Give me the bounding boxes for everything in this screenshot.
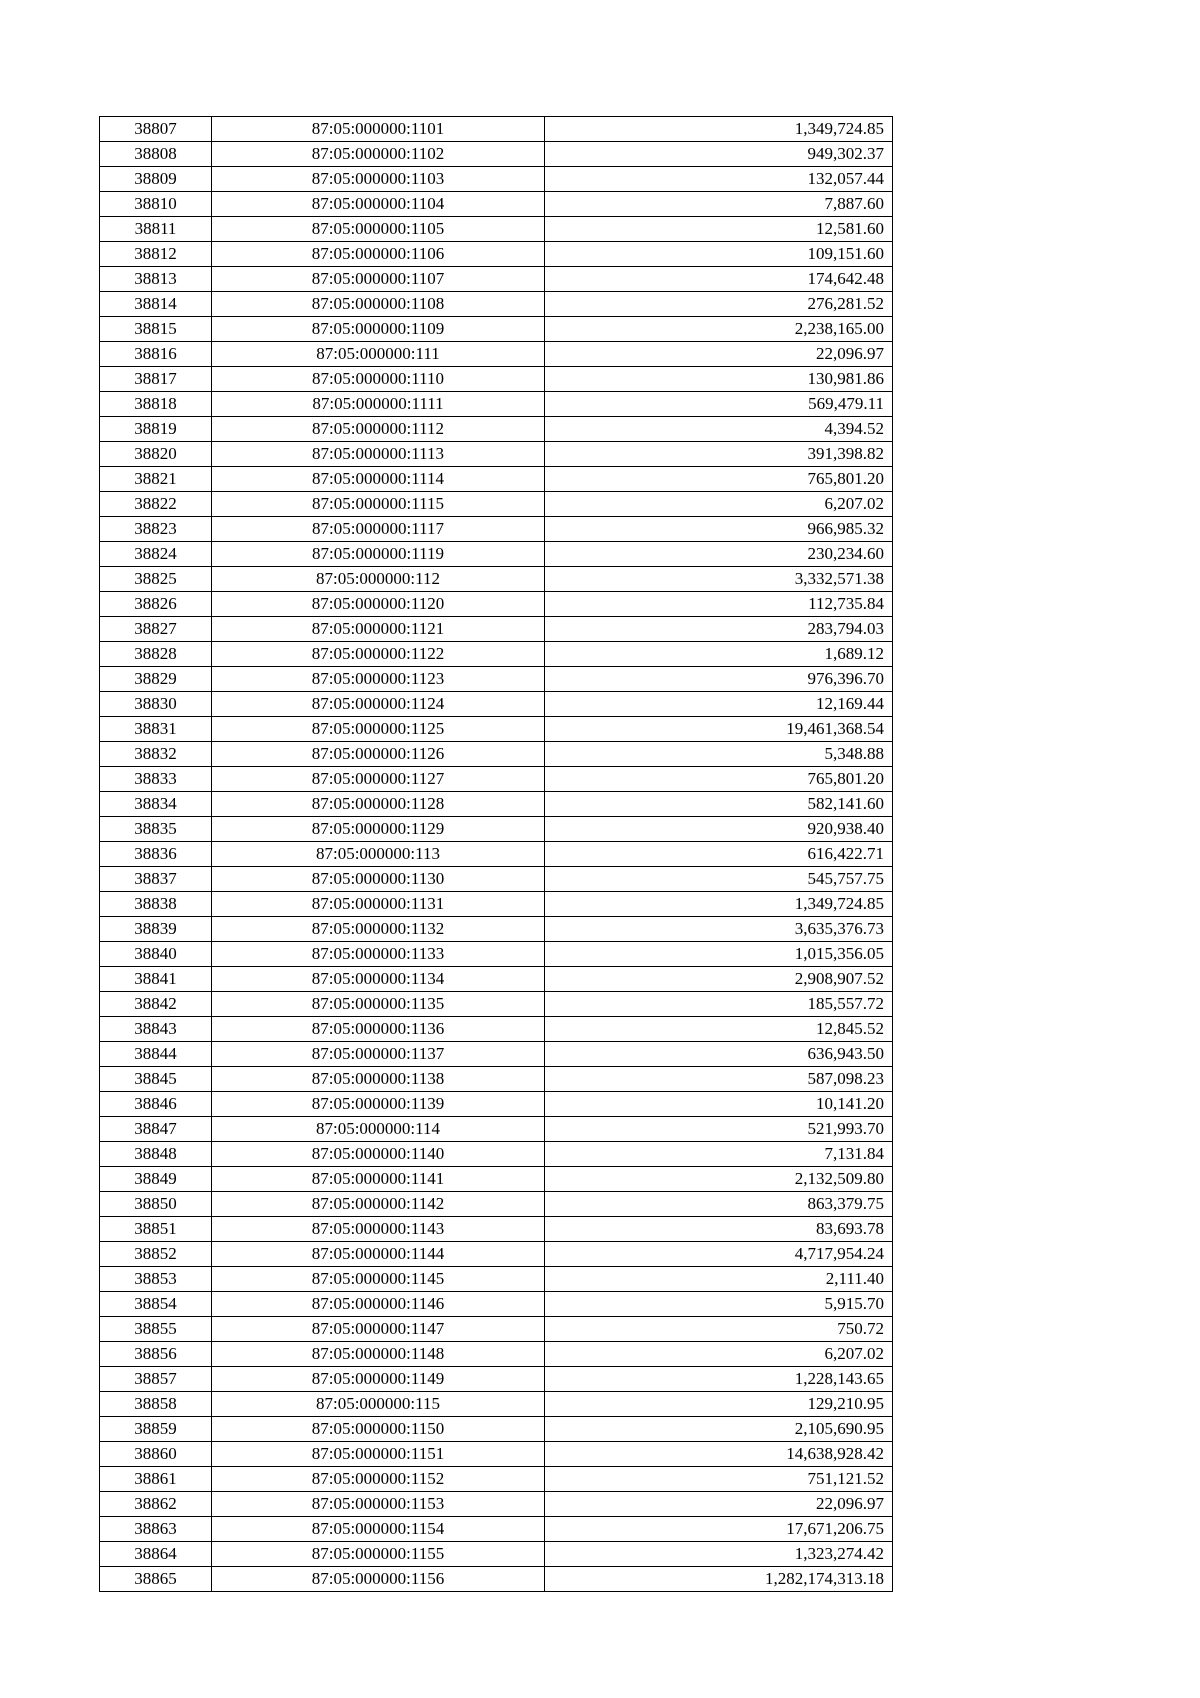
row-number-cell: 38828 <box>100 642 212 667</box>
cadastral-number-cell: 87:05:000000:1140 <box>212 1142 545 1167</box>
table-row <box>100 467 893 492</box>
cadastral-value-cell: 1,015,356.05 <box>545 942 893 967</box>
cadastral-value-cell: 283,794.03 <box>545 617 893 642</box>
cadastral-number-cell: 87:05:000000:1128 <box>212 792 545 817</box>
cadastral-value-cell: 4,394.52 <box>545 417 893 442</box>
table-row <box>100 692 893 717</box>
table-row <box>100 1267 893 1292</box>
table-row <box>100 917 893 942</box>
row-number-cell: 38810 <box>100 192 212 217</box>
row-number-cell: 38820 <box>100 442 212 467</box>
cadastral-number-cell: 87:05:000000:1146 <box>212 1292 545 1317</box>
row-number-cell: 38853 <box>100 1267 212 1292</box>
table-row <box>100 817 893 842</box>
row-number-cell: 38835 <box>100 817 212 842</box>
table-row <box>100 267 893 292</box>
table-row <box>100 1167 893 1192</box>
row-number-cell: 38839 <box>100 917 212 942</box>
table-row <box>100 1517 893 1542</box>
row-number-cell: 38849 <box>100 1167 212 1192</box>
cadastral-number-cell: 87:05:000000:1138 <box>212 1067 545 1092</box>
cadastral-value-cell: 109,151.60 <box>545 242 893 267</box>
cadastral-value-cell: 230,234.60 <box>545 542 893 567</box>
table-row <box>100 1017 893 1042</box>
table-row <box>100 942 893 967</box>
table-row <box>100 417 893 442</box>
cadastral-number-cell: 87:05:000000:1126 <box>212 742 545 767</box>
cadastral-number-cell: 87:05:000000:1141 <box>212 1167 545 1192</box>
cadastral-value-cell: 14,638,928.42 <box>545 1442 893 1467</box>
cadastral-value-cell: 19,461,368.54 <box>545 717 893 742</box>
row-number-cell: 38833 <box>100 767 212 792</box>
cadastral-number-cell: 87:05:000000:1114 <box>212 467 545 492</box>
cadastral-value-cell: 1,282,174,313.18 <box>545 1567 893 1592</box>
table-row <box>100 1367 893 1392</box>
cadastral-value-cell: 3,635,376.73 <box>545 917 893 942</box>
cadastral-number-cell: 87:05:000000:1109 <box>212 317 545 342</box>
table-row <box>100 1142 893 1167</box>
cadastral-value-cell: 751,121.52 <box>545 1467 893 1492</box>
row-number-cell: 38845 <box>100 1067 212 1092</box>
row-number-cell: 38858 <box>100 1392 212 1417</box>
cadastral-number-cell: 87:05:000000:1156 <box>212 1567 545 1592</box>
cadastral-number-cell: 87:05:000000:1103 <box>212 167 545 192</box>
row-number-cell: 38840 <box>100 942 212 967</box>
row-number-cell: 38819 <box>100 417 212 442</box>
table-row <box>100 867 893 892</box>
row-number-cell: 38837 <box>100 867 212 892</box>
row-number-cell: 38830 <box>100 692 212 717</box>
cadastral-number-cell: 87:05:000000:1122 <box>212 642 545 667</box>
table-row <box>100 1292 893 1317</box>
row-number-cell: 38834 <box>100 792 212 817</box>
cadastral-number-cell: 87:05:000000:1121 <box>212 617 545 642</box>
row-number-cell: 38848 <box>100 1142 212 1167</box>
cadastral-number-cell: 87:05:000000:1111 <box>212 392 545 417</box>
table-row <box>100 567 893 592</box>
cadastral-number-cell: 87:05:000000:1101 <box>212 117 545 142</box>
cadastral-value-cell: 569,479.11 <box>545 392 893 417</box>
cadastral-number-cell: 87:05:000000:1108 <box>212 292 545 317</box>
cadastral-number-cell: 87:05:000000:1106 <box>212 242 545 267</box>
cadastral-value-cell: 22,096.97 <box>545 1492 893 1517</box>
cadastral-value-cell: 2,908,907.52 <box>545 967 893 992</box>
cadastral-value-cell: 1,323,274.42 <box>545 1542 893 1567</box>
table-row <box>100 1392 893 1417</box>
table-row <box>100 742 893 767</box>
row-number-cell: 38826 <box>100 592 212 617</box>
row-number-cell: 38831 <box>100 717 212 742</box>
row-number-cell: 38822 <box>100 492 212 517</box>
cadastral-value-cell: 2,105,690.95 <box>545 1417 893 1442</box>
table-row <box>100 1542 893 1567</box>
cadastral-number-cell: 87:05:000000:112 <box>212 567 545 592</box>
table-row <box>100 367 893 392</box>
cadastral-number-cell: 87:05:000000:1119 <box>212 542 545 567</box>
table-row <box>100 717 893 742</box>
cadastral-number-cell: 87:05:000000:1124 <box>212 692 545 717</box>
table-row <box>100 1567 893 1592</box>
row-number-cell: 38818 <box>100 392 212 417</box>
table-row <box>100 1042 893 1067</box>
table-row <box>100 642 893 667</box>
table-row <box>100 1467 893 1492</box>
cadastral-value-cell: 1,349,724.85 <box>545 117 893 142</box>
table-row <box>100 892 893 917</box>
cadastral-number-cell: 87:05:000000:1143 <box>212 1217 545 1242</box>
row-number-cell: 38836 <box>100 842 212 867</box>
row-number-cell: 38823 <box>100 517 212 542</box>
cadastral-number-cell: 87:05:000000:1110 <box>212 367 545 392</box>
cadastral-value-cell: 750.72 <box>545 1317 893 1342</box>
row-number-cell: 38859 <box>100 1417 212 1442</box>
row-number-cell: 38843 <box>100 1017 212 1042</box>
cadastral-number-cell: 87:05:000000:1117 <box>212 517 545 542</box>
cadastral-number-cell: 87:05:000000:1136 <box>212 1017 545 1042</box>
table-row <box>100 492 893 517</box>
row-number-cell: 38825 <box>100 567 212 592</box>
cadastral-value-cell: 2,132,509.80 <box>545 1167 893 1192</box>
cadastral-number-cell: 87:05:000000:1151 <box>212 1442 545 1467</box>
cadastral-value-cell: 587,098.23 <box>545 1067 893 1092</box>
row-number-cell: 38813 <box>100 267 212 292</box>
table-row <box>100 167 893 192</box>
cadastral-number-cell: 87:05:000000:1134 <box>212 967 545 992</box>
table-row <box>100 842 893 867</box>
cadastral-number-cell: 87:05:000000:1154 <box>212 1517 545 1542</box>
cadastral-value-cell: 765,801.20 <box>545 767 893 792</box>
cadastral-value-cell: 920,938.40 <box>545 817 893 842</box>
row-number-cell: 38863 <box>100 1517 212 1542</box>
table-row <box>100 992 893 1017</box>
cadastral-number-cell: 87:05:000000:1102 <box>212 142 545 167</box>
cadastral-value-cell: 636,943.50 <box>545 1042 893 1067</box>
cadastral-value-cell: 129,210.95 <box>545 1392 893 1417</box>
row-number-cell: 38854 <box>100 1292 212 1317</box>
row-number-cell: 38857 <box>100 1367 212 1392</box>
cadastral-number-cell: 87:05:000000:111 <box>212 342 545 367</box>
cadastral-value-cell: 22,096.97 <box>545 342 893 367</box>
cadastral-value-cell: 12,169.44 <box>545 692 893 717</box>
row-number-cell: 38812 <box>100 242 212 267</box>
cadastral-number-cell: 87:05:000000:1130 <box>212 867 545 892</box>
cadastral-value-cell: 7,131.84 <box>545 1142 893 1167</box>
table-row <box>100 442 893 467</box>
row-number-cell: 38824 <box>100 542 212 567</box>
row-number-cell: 38827 <box>100 617 212 642</box>
table-row <box>100 217 893 242</box>
row-number-cell: 38864 <box>100 1542 212 1567</box>
row-number-cell: 38844 <box>100 1042 212 1067</box>
table-row <box>100 792 893 817</box>
cadastral-number-cell: 87:05:000000:1148 <box>212 1342 545 1367</box>
cadastral-value-cell: 17,671,206.75 <box>545 1517 893 1542</box>
cadastral-value-cell: 582,141.60 <box>545 792 893 817</box>
cadastral-value-cell: 976,396.70 <box>545 667 893 692</box>
document-page <box>99 116 884 1592</box>
table-row <box>100 1192 893 1217</box>
cadastral-value-cell: 1,228,143.65 <box>545 1367 893 1392</box>
row-number-cell: 38842 <box>100 992 212 1017</box>
row-number-cell: 38861 <box>100 1467 212 1492</box>
cadastral-value-cell: 6,207.02 <box>545 492 893 517</box>
cadastral-number-cell: 87:05:000000:1113 <box>212 442 545 467</box>
cadastral-value-cell: 112,735.84 <box>545 592 893 617</box>
cadastral-value-cell: 949,302.37 <box>545 142 893 167</box>
cadastral-value-cell: 12,845.52 <box>545 1017 893 1042</box>
cadastral-number-cell: 87:05:000000:1142 <box>212 1192 545 1217</box>
cadastral-number-cell: 87:05:000000:115 <box>212 1392 545 1417</box>
row-number-cell: 38856 <box>100 1342 212 1367</box>
cadastral-number-cell: 87:05:000000:1135 <box>212 992 545 1017</box>
row-number-cell: 38817 <box>100 367 212 392</box>
cadastral-value-cell: 521,993.70 <box>545 1117 893 1142</box>
cadastral-value-cell: 174,642.48 <box>545 267 893 292</box>
cadastral-number-cell: 87:05:000000:1133 <box>212 942 545 967</box>
cadastral-value-cell: 2,111.40 <box>545 1267 893 1292</box>
cadastral-value-cell: 5,348.88 <box>545 742 893 767</box>
table-row <box>100 117 893 142</box>
cadastral-number-cell: 87:05:000000:114 <box>212 1117 545 1142</box>
table-row <box>100 967 893 992</box>
table-row <box>100 667 893 692</box>
row-number-cell: 38855 <box>100 1317 212 1342</box>
cadastral-value-cell: 5,915.70 <box>545 1292 893 1317</box>
cadastral-number-cell: 87:05:000000:1150 <box>212 1417 545 1442</box>
cadastral-number-cell: 87:05:000000:1129 <box>212 817 545 842</box>
table-row <box>100 592 893 617</box>
cadastral-number-cell: 87:05:000000:1139 <box>212 1092 545 1117</box>
row-number-cell: 38821 <box>100 467 212 492</box>
table-row <box>100 1342 893 1367</box>
cadastral-value-cell: 10,141.20 <box>545 1092 893 1117</box>
table-row <box>100 1217 893 1242</box>
table-row <box>100 1442 893 1467</box>
row-number-cell: 38841 <box>100 967 212 992</box>
table-row <box>100 1092 893 1117</box>
cadastral-number-cell: 87:05:000000:1123 <box>212 667 545 692</box>
cadastral-number-cell: 87:05:000000:1132 <box>212 917 545 942</box>
cadastral-number-cell: 87:05:000000:1145 <box>212 1267 545 1292</box>
cadastral-value-cell: 765,801.20 <box>545 467 893 492</box>
row-number-cell: 38860 <box>100 1442 212 1467</box>
row-number-cell: 38865 <box>100 1567 212 1592</box>
cadastral-number-cell: 87:05:000000:1105 <box>212 217 545 242</box>
cadastral-number-cell: 87:05:000000:1125 <box>212 717 545 742</box>
table-row <box>100 542 893 567</box>
cadastral-value-cell: 966,985.32 <box>545 517 893 542</box>
cadastral-number-cell: 87:05:000000:1127 <box>212 767 545 792</box>
cadastral-value-cell: 3,332,571.38 <box>545 567 893 592</box>
cadastral-value-cell: 276,281.52 <box>545 292 893 317</box>
row-number-cell: 38807 <box>100 117 212 142</box>
row-number-cell: 38809 <box>100 167 212 192</box>
table-row <box>100 767 893 792</box>
cadastral-value-cell: 83,693.78 <box>545 1217 893 1242</box>
cadastral-number-cell: 87:05:000000:1131 <box>212 892 545 917</box>
row-number-cell: 38814 <box>100 292 212 317</box>
table-row <box>100 517 893 542</box>
row-number-cell: 38847 <box>100 1117 212 1142</box>
row-number-cell: 38829 <box>100 667 212 692</box>
table-row <box>100 292 893 317</box>
cadastral-value-cell: 1,349,724.85 <box>545 892 893 917</box>
row-number-cell: 38816 <box>100 342 212 367</box>
cadastral-value-cell: 616,422.71 <box>545 842 893 867</box>
cadastral-value-cell: 4,717,954.24 <box>545 1242 893 1267</box>
cadastral-number-cell: 87:05:000000:1153 <box>212 1492 545 1517</box>
cadastral-value-cell: 863,379.75 <box>545 1192 893 1217</box>
cadastral-number-cell: 87:05:000000:1107 <box>212 267 545 292</box>
row-number-cell: 38846 <box>100 1092 212 1117</box>
row-number-cell: 38852 <box>100 1242 212 1267</box>
cadastral-number-cell: 87:05:000000:1137 <box>212 1042 545 1067</box>
table-row <box>100 392 893 417</box>
table-row <box>100 1317 893 1342</box>
table-row <box>100 1417 893 1442</box>
cadastral-value-cell: 7,887.60 <box>545 192 893 217</box>
cadastral-number-cell: 87:05:000000:1149 <box>212 1367 545 1392</box>
cadastral-number-cell: 87:05:000000:1144 <box>212 1242 545 1267</box>
table-row <box>100 142 893 167</box>
table-row <box>100 617 893 642</box>
row-number-cell: 38808 <box>100 142 212 167</box>
cadastral-number-cell: 87:05:000000:1155 <box>212 1542 545 1567</box>
cadastral-value-cell: 132,057.44 <box>545 167 893 192</box>
cadastral-value-cell: 130,981.86 <box>545 367 893 392</box>
table-row <box>100 342 893 367</box>
table-row <box>100 242 893 267</box>
table-row <box>100 1117 893 1142</box>
row-number-cell: 38862 <box>100 1492 212 1517</box>
cadastral-number-cell: 87:05:000000:1112 <box>212 417 545 442</box>
table-row <box>100 1492 893 1517</box>
table-row <box>100 1242 893 1267</box>
row-number-cell: 38815 <box>100 317 212 342</box>
table-body <box>100 117 893 1592</box>
cadastral-number-cell: 87:05:000000:1147 <box>212 1317 545 1342</box>
cadastral-value-cell: 2,238,165.00 <box>545 317 893 342</box>
cadastral-value-cell: 545,757.75 <box>545 867 893 892</box>
cadastral-number-cell: 87:05:000000:1115 <box>212 492 545 517</box>
row-number-cell: 38832 <box>100 742 212 767</box>
row-number-cell: 38850 <box>100 1192 212 1217</box>
cadastral-value-cell: 185,557.72 <box>545 992 893 1017</box>
cadastral-value-cell: 6,207.02 <box>545 1342 893 1367</box>
cadastral-value-cell: 1,689.12 <box>545 642 893 667</box>
cadastral-number-cell: 87:05:000000:1120 <box>212 592 545 617</box>
cadastral-value-cell: 12,581.60 <box>545 217 893 242</box>
table-row <box>100 317 893 342</box>
table-row <box>100 192 893 217</box>
cadastral-value-cell: 391,398.82 <box>545 442 893 467</box>
row-number-cell: 38811 <box>100 217 212 242</box>
cadastral-number-cell: 87:05:000000:1104 <box>212 192 545 217</box>
table-row <box>100 1067 893 1092</box>
cadastral-number-cell: 87:05:000000:113 <box>212 842 545 867</box>
row-number-cell: 38851 <box>100 1217 212 1242</box>
row-number-cell: 38838 <box>100 892 212 917</box>
cadastral-value-table <box>99 116 893 1592</box>
cadastral-number-cell: 87:05:000000:1152 <box>212 1467 545 1492</box>
